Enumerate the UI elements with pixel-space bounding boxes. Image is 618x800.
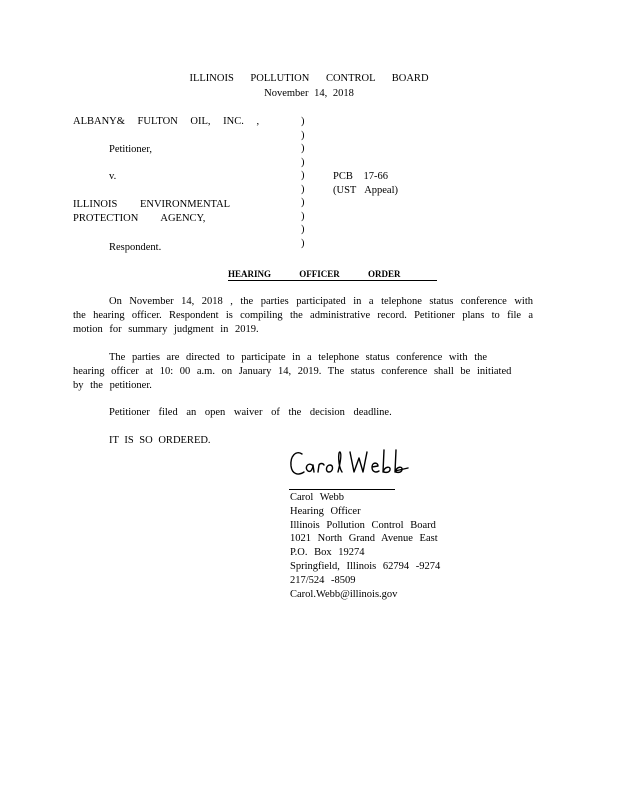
petitioner-name: ALBANY& FULTON OIL, INC. , (73, 116, 260, 127)
board-title: ILLINOIS POLLUTION CONTROL BOARD (189, 73, 429, 84)
signer-po-box: P.O. Box 19274 (290, 547, 365, 559)
caption-paren-column (301, 115, 305, 250)
signer-phone: 217/524 -8509 (290, 574, 356, 586)
caption-paren: ) (301, 224, 305, 235)
caption-paren: ) (301, 170, 305, 181)
order-date: November 14, 2018 (264, 88, 354, 99)
signer-email[interactable]: Carol.Webb@illinois.gov (290, 588, 398, 600)
caption-paren: ) (301, 129, 305, 141)
caption-paren: ) (301, 156, 305, 168)
case-type: (UST Appeal) (333, 185, 399, 196)
paragraph-status-conference: On November 14, 2018 , the parties participated in a telephone status conference with the hearing officer. Respondent is compiling the administrative record. Petitioner plans to file a motion for summary judgment in 2019. (73, 296, 533, 335)
case-number: PCB 17-66 (333, 171, 388, 182)
caption-paren: ) (301, 143, 305, 154)
respondent-role: Respondent. (109, 242, 162, 253)
signer-street: 1021 North Grand Avenue East (290, 533, 438, 545)
respondent-name-line1: ILLINOIS ENVIRONMENTAL (73, 199, 231, 210)
respondent-name-line2: PROTECTION AGENCY, (73, 213, 206, 224)
caption-paren: ) (301, 197, 305, 208)
signature-block (290, 491, 440, 601)
petitioner-role: Petitioner, (109, 144, 153, 155)
so-ordered: IT IS SO ORDERED. (109, 435, 211, 446)
signer-city: Springfield, Illinois 62794 -9274 (290, 560, 441, 572)
paragraph-waiver: Petitioner filed an open waiver of the decision deadline. (109, 407, 392, 418)
caption-paren: ) (301, 116, 305, 127)
paragraph-directive: The parties are directed to participate in a telephone status conference with the hearing officer at 10: 00 a.m. on January 14, 2019. The status conference shall be initiated by the petitioner. (73, 352, 512, 391)
versus-label: v. (109, 171, 117, 182)
handwritten-signature (288, 446, 414, 482)
signer-name: Carol Webb (290, 492, 344, 503)
order-title: HEARING OFFICER ORDER (228, 269, 437, 281)
signature-line (289, 489, 395, 490)
caption-paren: ) (301, 183, 305, 195)
signer-agency: Illinois Pollution Control Board (290, 519, 436, 531)
signer-title: Hearing Officer (290, 505, 361, 517)
caption-paren: ) (301, 237, 305, 249)
caption-paren: ) (301, 210, 305, 222)
